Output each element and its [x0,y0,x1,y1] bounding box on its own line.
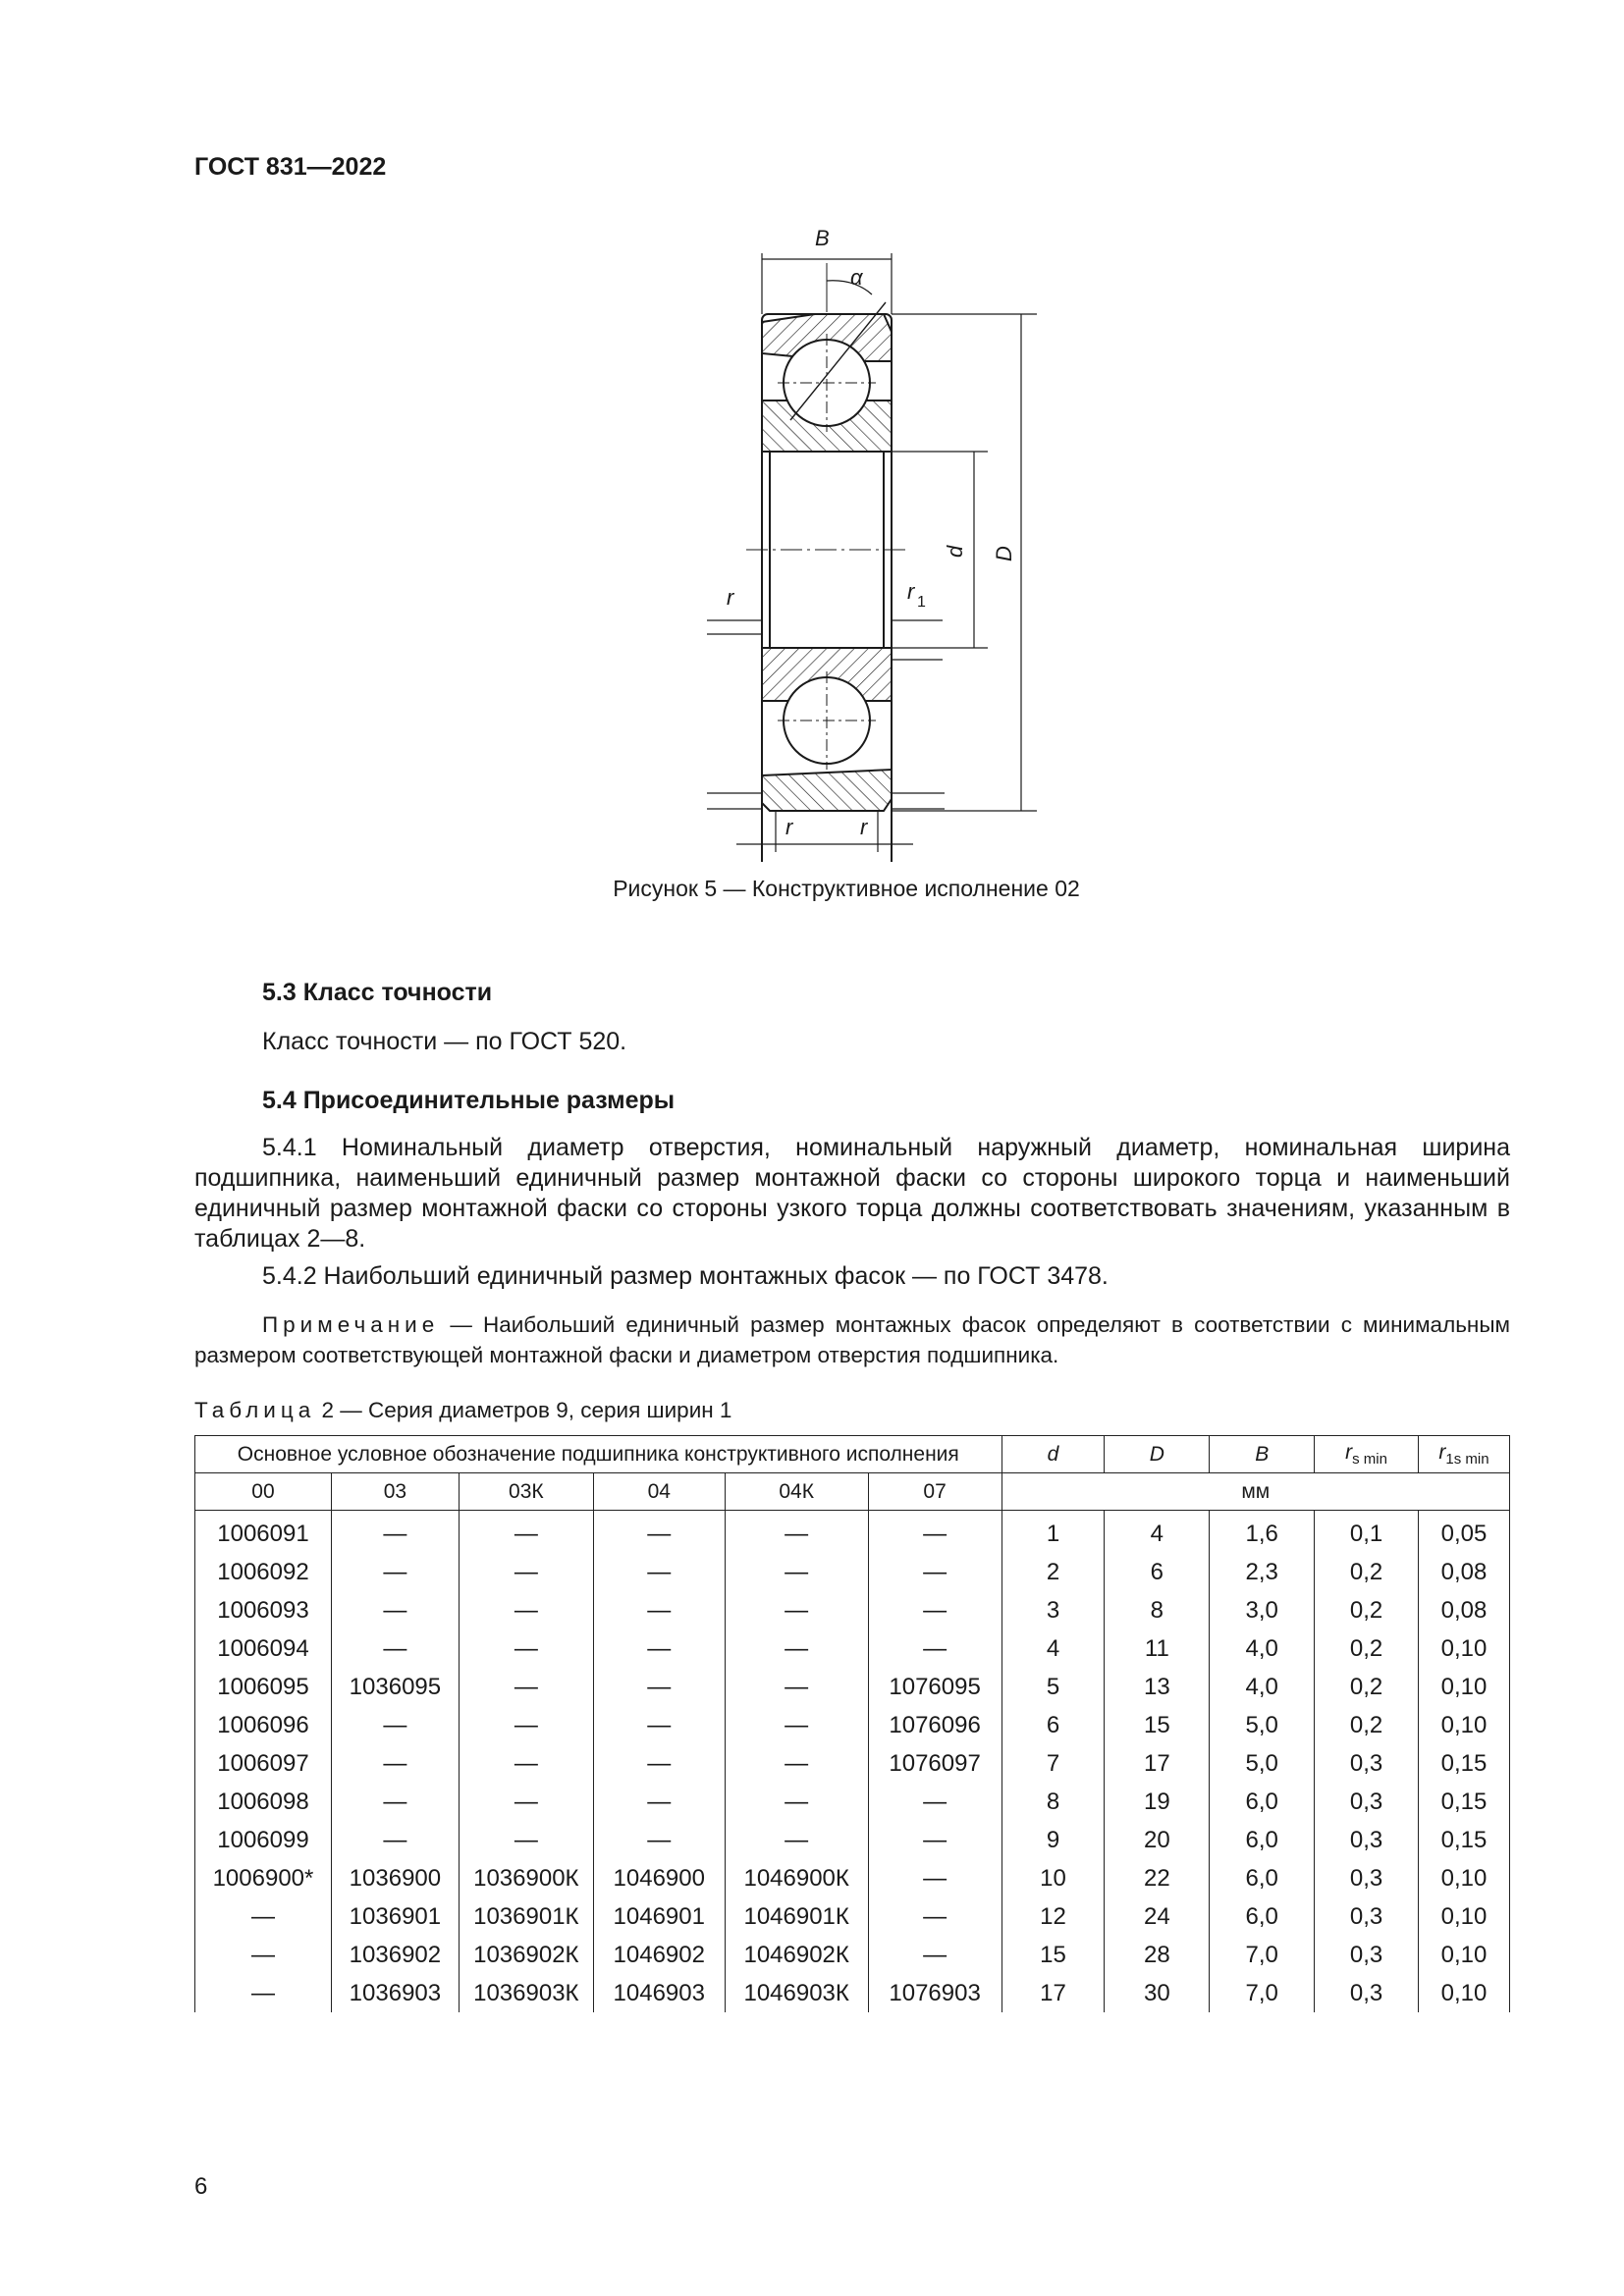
table-cell: 8 [1001,1783,1105,1821]
table-cell: 0,3 [1315,1974,1419,2012]
table-cell: 0,3 [1315,1897,1419,1936]
table-cell: — [195,1936,332,1974]
table-cell: 5,0 [1210,1706,1315,1744]
table-cell: 7,0 [1210,1974,1315,2012]
paragraph-5-4-1: 5.4.1 Номинальный диаметр отверстия, номинальный наружный диаметр, номинальная ширина подшипника, наименьший единичный размер монтажной фаски со стороны широкого торца и наименьший единичный размер монтажной фаски со стороны узкого торца должны соответствовать значениям, указанным в таблицах 2—8. [194,1134,1510,1253]
table-cell: 1036902К [459,1936,593,1974]
label-D: D [992,546,1016,561]
label-B: B [815,226,830,250]
header-rs-min: $r_{s min}$ [1315,1436,1419,1473]
paragraph-5-4-2: 5.4.2 Наибольший единичный размер монтажных фасок — по ГОСТ 3478. [262,1262,1109,1290]
table-cell: 1046900К [725,1859,868,1897]
table-cell: 0,3 [1315,1821,1419,1859]
header-r1s-min: $r_{1s min}$ [1419,1436,1510,1473]
table-cell: — [593,1511,725,1554]
table-cell: 0,2 [1315,1629,1419,1668]
table-cell: 4,0 [1210,1629,1315,1668]
table-cell: — [593,1744,725,1783]
table-cell: — [725,1591,868,1629]
table-cell: 1,6 [1210,1511,1315,1554]
table-row [195,1706,1510,1744]
table-row [195,1553,1510,1591]
table-cell: — [195,1974,332,2012]
table-cell: 1036902 [331,1936,459,1974]
table-cell: 7,0 [1210,1936,1315,1974]
table-cell: 1046901 [593,1897,725,1936]
table-row [195,1897,1510,1936]
table-cell: — [459,1629,593,1668]
table-cell: — [331,1744,459,1783]
table-cell: — [725,1706,868,1744]
table-row [195,1783,1510,1821]
table-cell: 15 [1001,1936,1105,1974]
table-cell: — [593,1553,725,1591]
table-cell: 1046902 [593,1936,725,1974]
table-cell: 1036095 [331,1668,459,1706]
table-cell: 0,15 [1419,1821,1510,1859]
table-cell: 1036900К [459,1859,593,1897]
table-cell: — [868,1629,1001,1668]
table-cell: — [868,1511,1001,1554]
table-row [195,1821,1510,1859]
table-cell: 12 [1001,1897,1105,1936]
document-header: ГОСТ 831—2022 [194,153,387,181]
table-cell: 4 [1105,1511,1210,1554]
table-cell: — [331,1511,459,1554]
table-cell: 0,10 [1419,1706,1510,1744]
unit-cell: мм [1001,1473,1509,1511]
section-5-3-text: Класс точности — по ГОСТ 520. [262,1028,627,1055]
table-cell: 1006094 [195,1629,332,1668]
table-cell: 1006096 [195,1706,332,1744]
table-cell: — [195,1897,332,1936]
table-cell: — [868,1783,1001,1821]
table-cell: 2 [1001,1553,1105,1591]
table-cell: — [725,1553,868,1591]
table-cell: 24 [1105,1897,1210,1936]
table-cell: 0,10 [1419,1897,1510,1936]
design-03K: 03К [459,1473,593,1511]
table-cell: 6,0 [1210,1783,1315,1821]
table-cell: 1006099 [195,1821,332,1859]
table-caption-text: 2 — Серия диаметров 9, серия ширин 1 [315,1398,732,1422]
table-cell: — [868,1936,1001,1974]
table-cell: 1036901К [459,1897,593,1936]
table-cell: 19 [1105,1783,1210,1821]
table-cell: — [459,1783,593,1821]
table-cell: 0,10 [1419,1936,1510,1974]
table-cell: 1006093 [195,1591,332,1629]
table-cell: 3 [1001,1591,1105,1629]
table-cell: 0,2 [1315,1706,1419,1744]
table-cell: 1046901К [725,1897,868,1936]
table-cell: — [331,1821,459,1859]
table-cell: — [725,1629,868,1668]
table-cell: — [725,1668,868,1706]
table-cell: 1006900* [195,1859,332,1897]
table-cell: — [459,1668,593,1706]
label-r: r [727,585,734,610]
table-cell: — [868,1553,1001,1591]
table-cell: 0,2 [1315,1591,1419,1629]
design-03: 03 [331,1473,459,1511]
table-cell: — [593,1821,725,1859]
table-cell: 1046900 [593,1859,725,1897]
table-cell: — [593,1629,725,1668]
table-cell: 0,3 [1315,1936,1419,1974]
table-header-row [195,1436,1510,1473]
table-cell: — [459,1591,593,1629]
table-cell: 7 [1001,1744,1105,1783]
table-row [195,1668,1510,1706]
table-cell: 17 [1105,1744,1210,1783]
table-cell: 30 [1105,1974,1210,2012]
table-cell: 1006092 [195,1553,332,1591]
table-cell: 13 [1105,1668,1210,1706]
table-cell: 0,2 [1315,1553,1419,1591]
table-cell: 3,0 [1210,1591,1315,1629]
label-r1-sub: 1 [917,594,926,611]
table-cell: 8 [1105,1591,1210,1629]
bearing-drawing [668,224,1060,862]
table-cell: 1046902К [725,1936,868,1974]
note-label: Примечание [262,1312,440,1337]
table-cell: — [331,1629,459,1668]
table-cell: — [725,1821,868,1859]
table-cell: 1046903К [725,1974,868,2012]
table-cell: 11 [1105,1629,1210,1668]
table-cell: 6,0 [1210,1859,1315,1897]
table-cell: 1076097 [868,1744,1001,1783]
table-row [195,1974,1510,2012]
table-cell: — [331,1706,459,1744]
table-cell: 1076903 [868,1974,1001,2012]
table-cell: 0,3 [1315,1783,1419,1821]
table-cell: 0,15 [1419,1744,1510,1783]
table-cell: 0,10 [1419,1974,1510,2012]
table-subheader-row [195,1473,1510,1511]
table-cell: — [593,1668,725,1706]
table-cell: 1 [1001,1511,1105,1554]
table-cell: — [459,1511,593,1554]
table-cell: 0,1 [1315,1511,1419,1554]
table-cell: 1006097 [195,1744,332,1783]
table-cell: 0,10 [1419,1629,1510,1668]
header-B: B [1210,1436,1315,1473]
table-cell: 6 [1105,1553,1210,1591]
design-07: 07 [868,1473,1001,1511]
table-cell: 6,0 [1210,1897,1315,1936]
table-row [195,1936,1510,1974]
page-number: 6 [194,2173,208,2200]
table-cell: 9 [1001,1821,1105,1859]
table-cell: — [331,1591,459,1629]
table-cell: 10 [1001,1859,1105,1897]
section-5-4-heading: 5.4 Присоединительные размеры [262,1087,676,1114]
table-cell: — [868,1821,1001,1859]
table-cell: 0,3 [1315,1744,1419,1783]
table-cell: 0,10 [1419,1668,1510,1706]
table-cell: — [593,1591,725,1629]
table-cell: — [725,1783,868,1821]
table-row [195,1859,1510,1897]
table-row [195,1511,1510,1554]
group-header: Основное условное обозначение подшипника конструктивного исполнения [195,1436,1002,1473]
header-D: D [1105,1436,1210,1473]
table-cell: 4,0 [1210,1668,1315,1706]
table-cell: 20 [1105,1821,1210,1859]
table-cell: — [593,1706,725,1744]
design-04K: 04К [725,1473,868,1511]
table-cell: 1046903 [593,1974,725,2012]
design-00: 00 [195,1473,332,1511]
table-cell: 6 [1001,1706,1105,1744]
table-body [195,1511,1510,2013]
table-cell: — [331,1553,459,1591]
table-cell: 1036903К [459,1974,593,2012]
table-cell: — [868,1859,1001,1897]
table-cell: 0,15 [1419,1783,1510,1821]
table-cell: — [868,1897,1001,1936]
table-cell: — [459,1821,593,1859]
table-cell: 0,08 [1419,1553,1510,1591]
table-cell: 17 [1001,1974,1105,2012]
bearing-table [194,1435,1510,2012]
section-5-3-heading: 5.3 Класс точности [262,979,493,1006]
table-cell: 6,0 [1210,1821,1315,1859]
table-row [195,1591,1510,1629]
table-cell: — [459,1553,593,1591]
header-d: d [1001,1436,1105,1473]
table-cell: 22 [1105,1859,1210,1897]
table-cell: — [593,1783,725,1821]
label-r1-base: r [907,579,915,604]
table-row [195,1629,1510,1668]
table-cell: 5,0 [1210,1744,1315,1783]
table-caption [194,1398,731,1423]
label-alpha: α [850,265,863,290]
table-cell: 1076096 [868,1706,1001,1744]
table-cell: 1006098 [195,1783,332,1821]
table-cell: 0,10 [1419,1859,1510,1897]
table-caption-label: Таблица [194,1398,316,1422]
table-cell: — [868,1591,1001,1629]
figure-caption: Рисунок 5 — Конструктивное исполнение 02 [613,876,1080,901]
table-cell: 0,2 [1315,1668,1419,1706]
note-text: — Наибольший единичный размер монтажных фасок определяют в соответствии с минимальным размером соответствующей монтажной фаски и диаметром отверстия подшипника. [194,1312,1510,1367]
design-04: 04 [593,1473,725,1511]
label-r-bottom: r [860,815,868,839]
table-cell: 15 [1105,1706,1210,1744]
note [194,1309,1510,1370]
table-cell: 4 [1001,1629,1105,1668]
table-cell: 0,08 [1419,1591,1510,1629]
table-cell: 1006091 [195,1511,332,1554]
table-cell: 1076095 [868,1668,1001,1706]
table-cell: 5 [1001,1668,1105,1706]
table-cell: 28 [1105,1936,1210,1974]
label-r1-bottom: r [785,815,793,839]
table-cell: — [725,1511,868,1554]
table-cell: 1036901 [331,1897,459,1936]
table-cell: 1036903 [331,1974,459,2012]
table-cell: 1006095 [195,1668,332,1706]
table-cell: 0,05 [1419,1511,1510,1554]
table-cell: — [459,1744,593,1783]
table-cell: — [459,1706,593,1744]
label-d: d [943,545,967,558]
table-cell: 0,3 [1315,1859,1419,1897]
table-row [195,1744,1510,1783]
table-cell: 2,3 [1210,1553,1315,1591]
table-cell: — [725,1744,868,1783]
table-cell: — [331,1783,459,1821]
table-cell: 1036900 [331,1859,459,1897]
